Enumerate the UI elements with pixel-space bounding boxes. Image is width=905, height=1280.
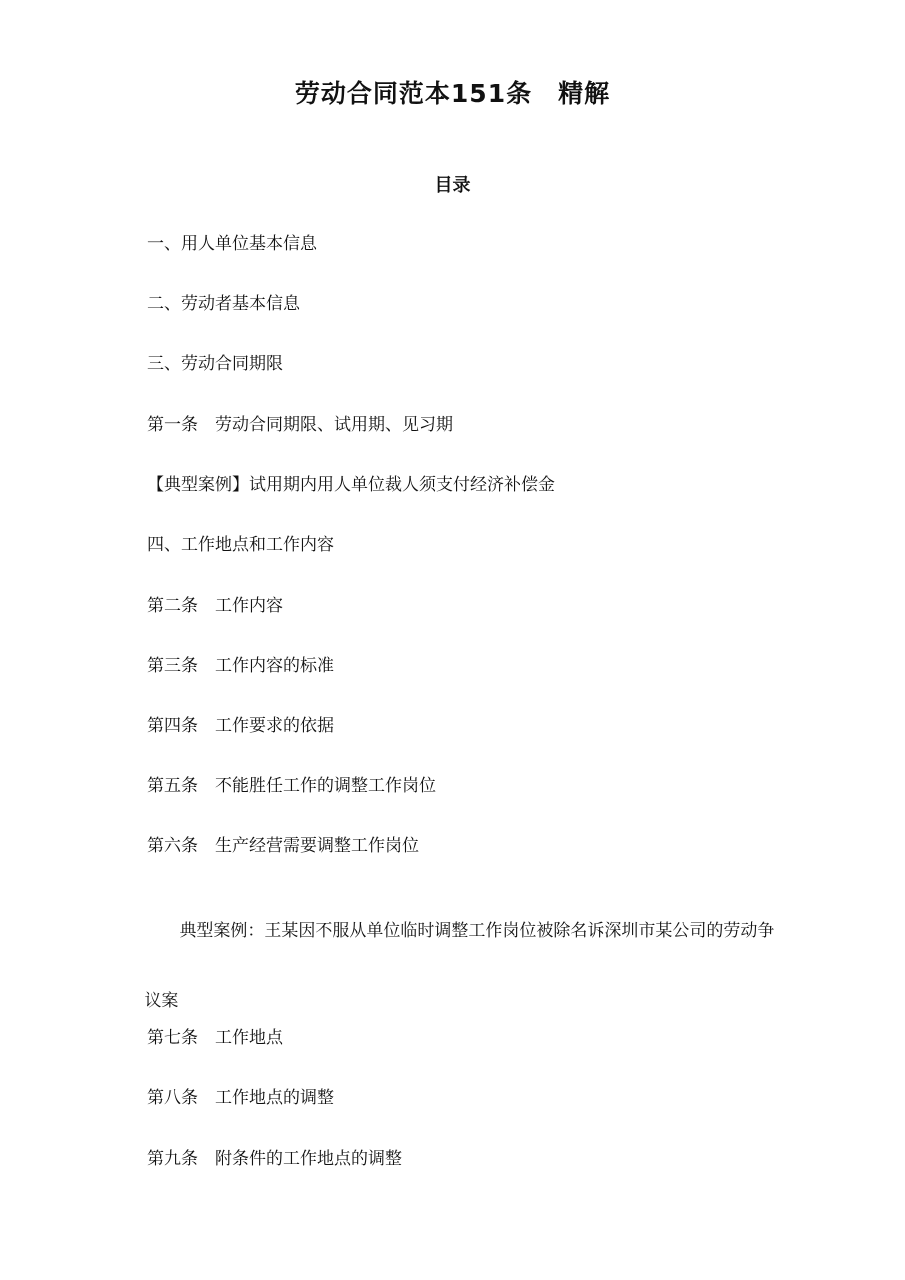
toc-entry-continuation-text: 议案 — [144, 991, 179, 1011]
toc-entry: 三、劳动合同期限 — [147, 354, 283, 374]
toc-entry: 第二条 工作内容 — [147, 596, 283, 616]
toc-entry: 第一条 劳动合同期限、试用期、见习期 — [147, 415, 453, 435]
document-title: 劳动合同范本151条 精解 — [294, 79, 611, 108]
toc-entry: 第三条 工作内容的标准 — [147, 656, 334, 676]
toc-entry: 第七条 工作地点 — [147, 1028, 283, 1048]
toc-entry-text: 典型案例：王某因不服从单位临时调整工作岗位被除名诉深圳市某公司的劳动争 — [179, 921, 775, 941]
toc-entry: 二、劳动者基本信息 — [147, 294, 300, 314]
toc-entry: 【典型案例】试用期内用人单位裁人须支付经济补偿金 — [147, 475, 555, 495]
toc-entry: 第八条 工作地点的调整 — [147, 1088, 334, 1108]
toc-entry: 一、用人单位基本信息 — [147, 234, 317, 254]
toc-entry: 第六条 生产经营需要调整工作岗位 — [147, 836, 419, 856]
toc-heading: 目录 — [434, 175, 471, 196]
toc-entry: 第四条 工作要求的依据 — [147, 716, 334, 736]
toc-entry: 四、工作地点和工作内容 — [147, 535, 334, 555]
toc-entry: 第九条 附条件的工作地点的调整 — [147, 1149, 402, 1169]
toc-entry: 第五条 不能胜任工作的调整工作岗位 — [147, 776, 436, 796]
toc-entry-case — [147, 895, 774, 967]
